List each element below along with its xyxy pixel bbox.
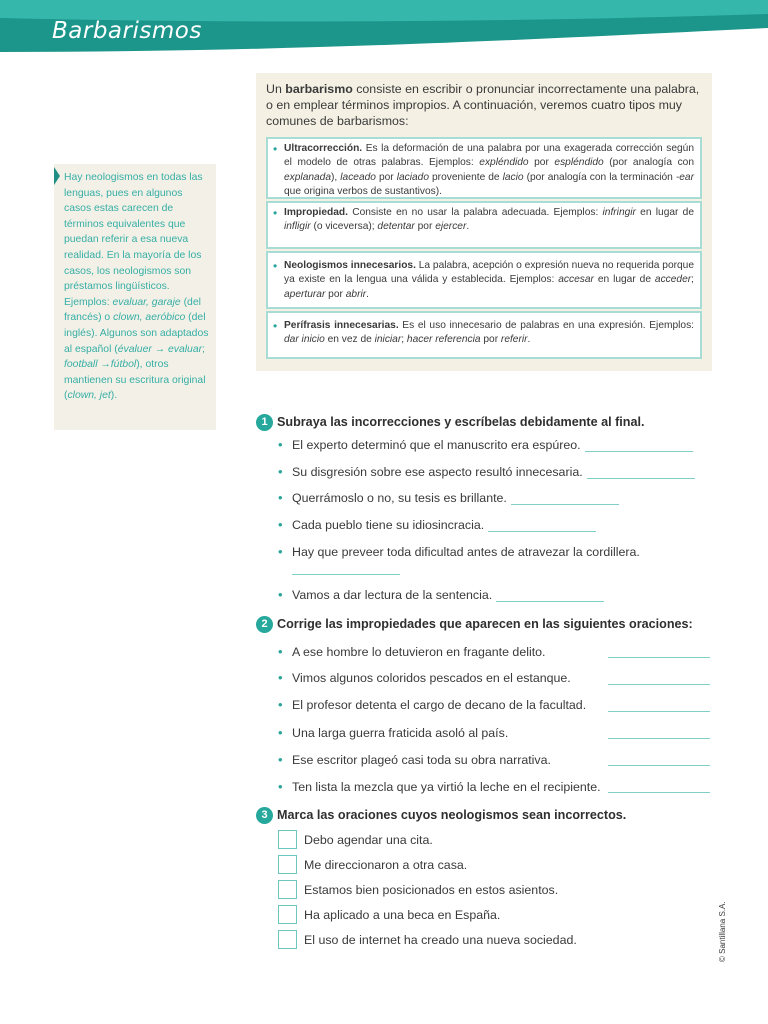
list-item: • Vimos algunos coloridos pescados en el estanque. — [278, 670, 571, 685]
bullet-icon: • — [278, 437, 283, 452]
page-header — [0, 0, 768, 56]
answer-blank[interactable] — [587, 467, 695, 479]
checkbox[interactable] — [278, 930, 297, 949]
activity-instruction: Subraya las incorrecciones y escríbelas debidamente al final. — [277, 415, 645, 429]
list-item: • A ese hombre lo detuvieron en fragante delito. — [278, 644, 546, 659]
copyright-notice: © Santillana S.A. — [718, 901, 727, 962]
list-item: • Ten lista la mezcla que ya virtió la leche en el recipiente. — [278, 779, 601, 794]
bullet-icon: • — [278, 752, 283, 767]
bullet-icon: • — [273, 142, 278, 156]
bullet-icon: • — [278, 644, 283, 659]
answer-blank[interactable] — [511, 493, 619, 505]
type-item-perifrasis: • Perífrasis innecesarias. Es el uso innecesario de palabras en una expresión. Ejemplos: dar inicio en vez de iniciar; hacer referencia por referir. — [266, 311, 702, 359]
bullet-icon: • — [278, 670, 283, 685]
side-note: Hay neologismos en todas las lenguas, pues en algunos casos estas carecen de términos equivalentes que puedan referir a esa nueva realidad. En la mayoría de los casos, los neologismos son préstamos lingüísticos. Ejemplos: evaluar, garaje (del francés) o clown, aeróbico (del inglés). Algunos son adaptados al español (évaluer → evaluar; football →fútbol), otros mantienen su escritura original (clown, jet). — [54, 164, 216, 430]
checkbox[interactable] — [278, 855, 297, 874]
bullet-icon: • — [278, 464, 283, 479]
activity-instruction: Marca las oraciones cuyos neologismos sean incorrectos. — [277, 808, 627, 822]
list-item: • El profesor detenta el cargo de decano de la facultad. — [278, 697, 587, 712]
list-item: • Hay que preveer toda dificultad antes de atravezar la cordillera. — [278, 544, 640, 559]
activity-number-badge: 1 — [256, 414, 273, 431]
answer-blank[interactable] — [608, 684, 710, 685]
bullet-icon: • — [273, 259, 278, 273]
bullet-icon: • — [278, 490, 283, 505]
bullet-icon: • — [278, 517, 283, 532]
checkbox[interactable] — [278, 880, 297, 899]
checkbox-label: Debo agendar una cita. — [304, 833, 433, 847]
checkbox[interactable] — [278, 830, 297, 849]
checkbox-label: Me direccionaron a otra casa. — [304, 858, 468, 872]
list-item: • Vamos a dar lectura de la sentencia. — [292, 588, 604, 602]
bullet-icon: • — [278, 725, 283, 740]
bullet-icon: • — [278, 587, 283, 602]
definition-box — [256, 73, 712, 371]
checkbox[interactable] — [278, 905, 297, 924]
page-title: Barbarismos — [52, 18, 202, 44]
activity-number-badge: 3 — [256, 807, 273, 824]
type-item-neologismos: • Neologismos innecesarios. La palabra, acepción o expresión nueva no requerida porque ya existe en la lengua una válida y establecida. Ejemplos: accesar en lugar de acceder; aperturar por abrir. — [266, 251, 702, 309]
answer-blank[interactable] — [585, 440, 693, 452]
list-item: • Ese escritor plageó casi toda su obra narrativa. — [278, 752, 551, 767]
checkbox-label: Estamos bien posicionados en estos asientos. — [304, 883, 559, 897]
list-item: • Su disgresión sobre ese aspecto resultó innecesaria. — [292, 465, 695, 479]
answer-blank[interactable] — [496, 590, 604, 602]
answer-blank[interactable] — [608, 792, 710, 793]
answer-blank[interactable] — [488, 520, 596, 532]
answer-blank[interactable] — [292, 574, 400, 575]
type-item-ultracorreccion: • Ultracorrección. Es la deformación de una palabra por una exagerada corrección según el modelo de otras palabras. Ejemplos: expléndido por espléndido (por analogía con explanada), laceado por laciado proveniente de lacio (por analogía con la terminación -ear que origina verbos de sustantivos). — [266, 137, 702, 199]
answer-blank[interactable] — [608, 765, 710, 766]
checkbox-label: Ha aplicado a una beca en España. — [304, 908, 501, 922]
list-item: • Una larga guerra fraticida asoló al país. — [278, 725, 509, 740]
activity-number-badge: 2 — [256, 616, 273, 633]
answer-blank[interactable] — [608, 711, 710, 712]
bullet-icon: • — [273, 319, 278, 333]
type-item-impropiedad: • Impropiedad. Consiste en no usar la palabra adecuada. Ejemplos: infringir en lugar de infligir (o viceversa); detentar por ejercer. — [266, 201, 702, 249]
bullet-icon: • — [278, 779, 283, 794]
bullet-icon: • — [273, 206, 278, 220]
bullet-icon: • — [278, 697, 283, 712]
list-item: • Cada pueblo tiene su idiosincracia. — [292, 518, 596, 532]
activity-instruction: Corrige las impropiedades que aparecen en las siguientes oraciones: — [277, 617, 693, 631]
list-item: • El experto determinó que el manuscrito era espúreo. — [292, 438, 693, 452]
intro-paragraph: Un barbarismo consiste en escribir o pronunciar incorrectamente una palabra, o en emplear términos impropios. A continuación, veremos cuatro tipos muy comunes de barbarismos: — [266, 82, 700, 128]
answer-blank[interactable] — [608, 738, 710, 739]
checkbox-label: El uso de internet ha creado una nueva sociedad. — [304, 933, 577, 947]
bullet-icon: • — [278, 544, 283, 559]
list-item: • Querrámoslo o no, su tesis es brillante. — [292, 491, 619, 505]
answer-blank[interactable] — [608, 657, 710, 658]
triangle-marker-icon — [54, 167, 60, 185]
